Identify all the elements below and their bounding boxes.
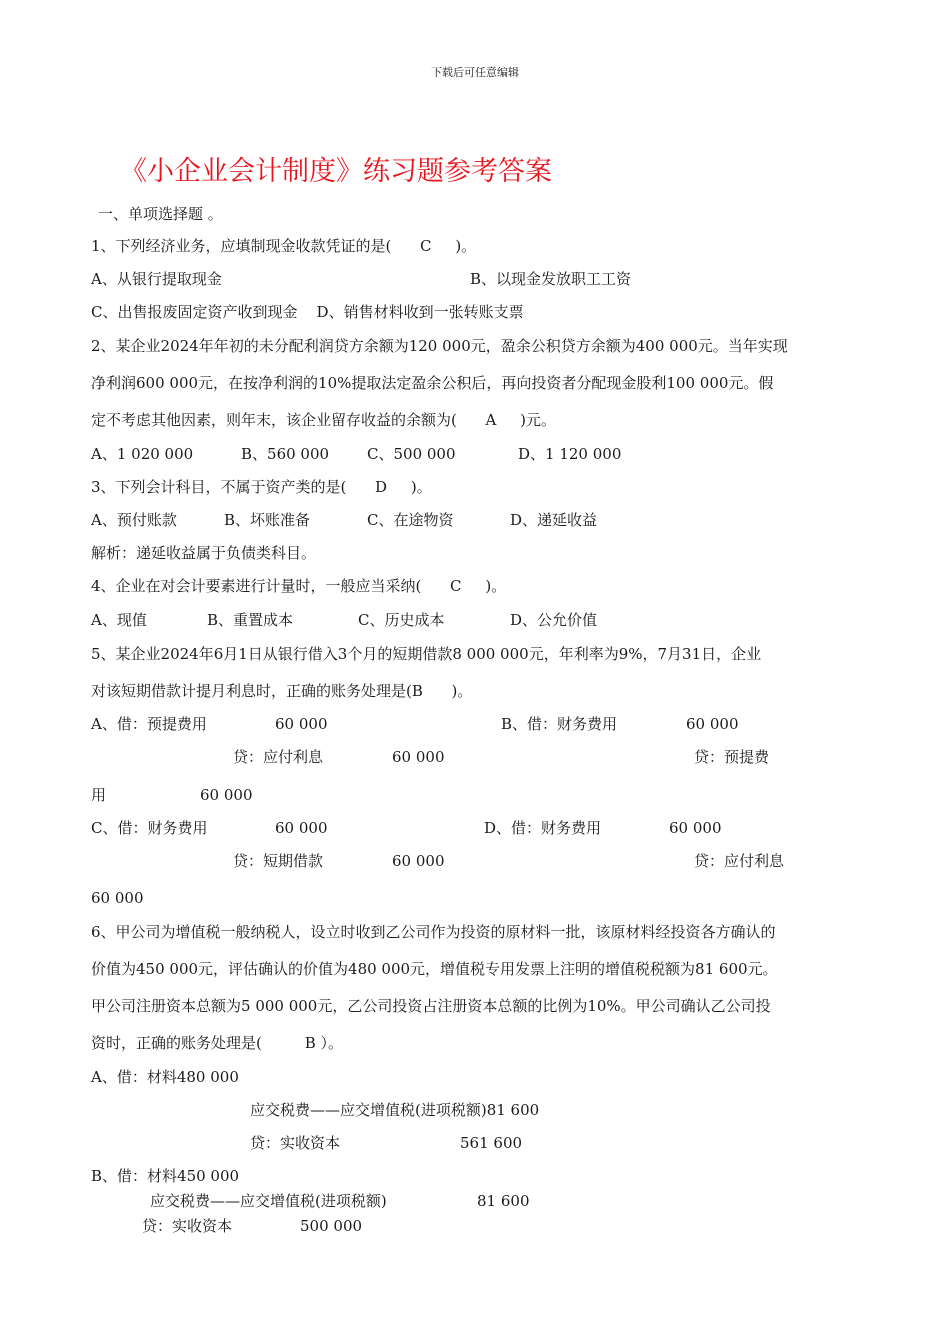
q6-stem-line4: 资时，正确的账务处理是( B ）。 [91, 1034, 344, 1052]
q1-option-b: B、以现金发放职工工资 [470, 270, 632, 288]
q5-a-debit: A、借：预提费用 [91, 715, 207, 733]
q5-d-credit: 贷：应付利息 [694, 852, 785, 870]
q1-option-a: A、从银行提取现金 [91, 270, 222, 288]
page-header: 下载后可任意编辑 [431, 66, 519, 79]
page-title: 《小企业会计制度》练习题参考答案 [120, 156, 552, 187]
q5-b-credit-continued: 用 [91, 786, 107, 804]
q4-option-c: C、历史成本 [358, 611, 445, 629]
q2-stem-line2: 净利润600 000元，在按净利润的10%提取法定盈余公积后，再向投资者分配现金股利100 000元。假 [91, 374, 774, 392]
q5-a-credit: 贷：应付利息 [233, 748, 324, 766]
q5-stem-line1: 5、某企业2024年6月1日从银行借入3个月的短期借款8 000 000元，年利率为9%，7月31日，企业 [91, 645, 762, 663]
q5-d-credit-amount: 60 000 [91, 889, 144, 907]
q3-stem: 3、下列会计科目，不属于资产类的是( D )。 [91, 478, 432, 496]
q5-d-debit-amount: 60 000 [669, 819, 722, 837]
q6-a-debit-material: A、借：材料480 000 [91, 1068, 239, 1086]
q3-option-c: C、在途物资 [367, 511, 454, 529]
q2-option-c: C、500 000 [367, 445, 456, 463]
q2-stem-line1: 2、某企业2024年年初的未分配利润贷方余额为120 000元，盈余公积贷方余额为400 000元。当年实现 [91, 337, 788, 355]
q6-b-debit-material: B、借：材料450 000 [91, 1167, 240, 1185]
q5-a-debit-amount: 60 000 [275, 715, 328, 733]
q2-option-a: A、1 020 000 [91, 445, 194, 463]
q6-a-debit-tax: 应交税费——应交增值税(进项税额)81 600 [250, 1101, 540, 1119]
q6-b-debit-tax: 应交税费——应交增值税(进项税额) [150, 1192, 387, 1210]
q5-b-credit-amount: 60 000 [200, 786, 253, 804]
q5-c-credit: 贷：短期借款 [233, 852, 324, 870]
q6-b-debit-tax-amount: 81 600 [477, 1192, 530, 1210]
q6-a-credit-amount: 561 600 [460, 1134, 523, 1152]
q6-stem-line1: 6、甲公司为增值税一般纳税人，设立时收到乙公司作为投资的原材料一批，该原材料经投资各方确认的 [91, 923, 776, 941]
q5-stem-line2: 对该短期借款计提月利息时，正确的账务处理是(B )。 [91, 682, 473, 700]
q3-option-b: B、坏账准备 [224, 511, 311, 529]
q5-a-credit-amount: 60 000 [392, 748, 445, 766]
q2-option-d: D、1 120 000 [518, 445, 622, 463]
q6-b-credit-amount: 500 000 [300, 1217, 363, 1235]
q1-stem: 1、下列经济业务，应填制现金收款凭证的是( C )。 [91, 237, 477, 255]
q5-b-debit-amount: 60 000 [686, 715, 739, 733]
q1-option-cd: C、出售报废固定资产收到现金 D、销售材料收到一张转账支票 [91, 303, 524, 321]
q5-d-debit: D、借：财务费用 [484, 819, 602, 837]
q5-c-credit-amount: 60 000 [392, 852, 445, 870]
q3-option-d: D、递延收益 [510, 511, 598, 529]
q3-option-a: A、预付账款 [91, 511, 177, 529]
q6-a-credit: 贷：实收资本 [250, 1134, 341, 1152]
q6-stem-line3: 甲公司注册资本总额为5 000 000元，乙公司投资占注册资本总额的比例为10%。甲公司确认乙公司投 [91, 997, 771, 1015]
q4-option-b: B、重置成本 [207, 611, 294, 629]
q5-c-debit-amount: 60 000 [275, 819, 328, 837]
q3-explanation: 解析：递延收益属于负债类科目。 [91, 544, 317, 562]
q6-b-credit: 贷：实收资本 [142, 1217, 233, 1235]
q5-c-debit: C、借：财务费用 [91, 819, 208, 837]
q5-b-credit: 贷：预提费 [694, 748, 770, 766]
section-heading: 一、单项选择题 。 [98, 205, 223, 223]
q6-stem-line2: 价值为450 000元，评估确认的价值为480 000元，增值税专用发票上注明的增值税税额为81 600元。 [91, 960, 778, 978]
q4-option-d: D、公允价值 [510, 611, 598, 629]
q5-b-debit: B、借：财务费用 [501, 715, 618, 733]
q2-option-b: B、560 000 [241, 445, 330, 463]
q4-stem: 4、企业在对会计要素进行计量时，一般应当采纳( C )。 [91, 577, 507, 595]
q4-option-a: A、现值 [91, 611, 147, 629]
q2-stem-line3: 定不考虑其他因素，则年末，该企业留存收益的余额为( A )元。 [91, 411, 556, 429]
